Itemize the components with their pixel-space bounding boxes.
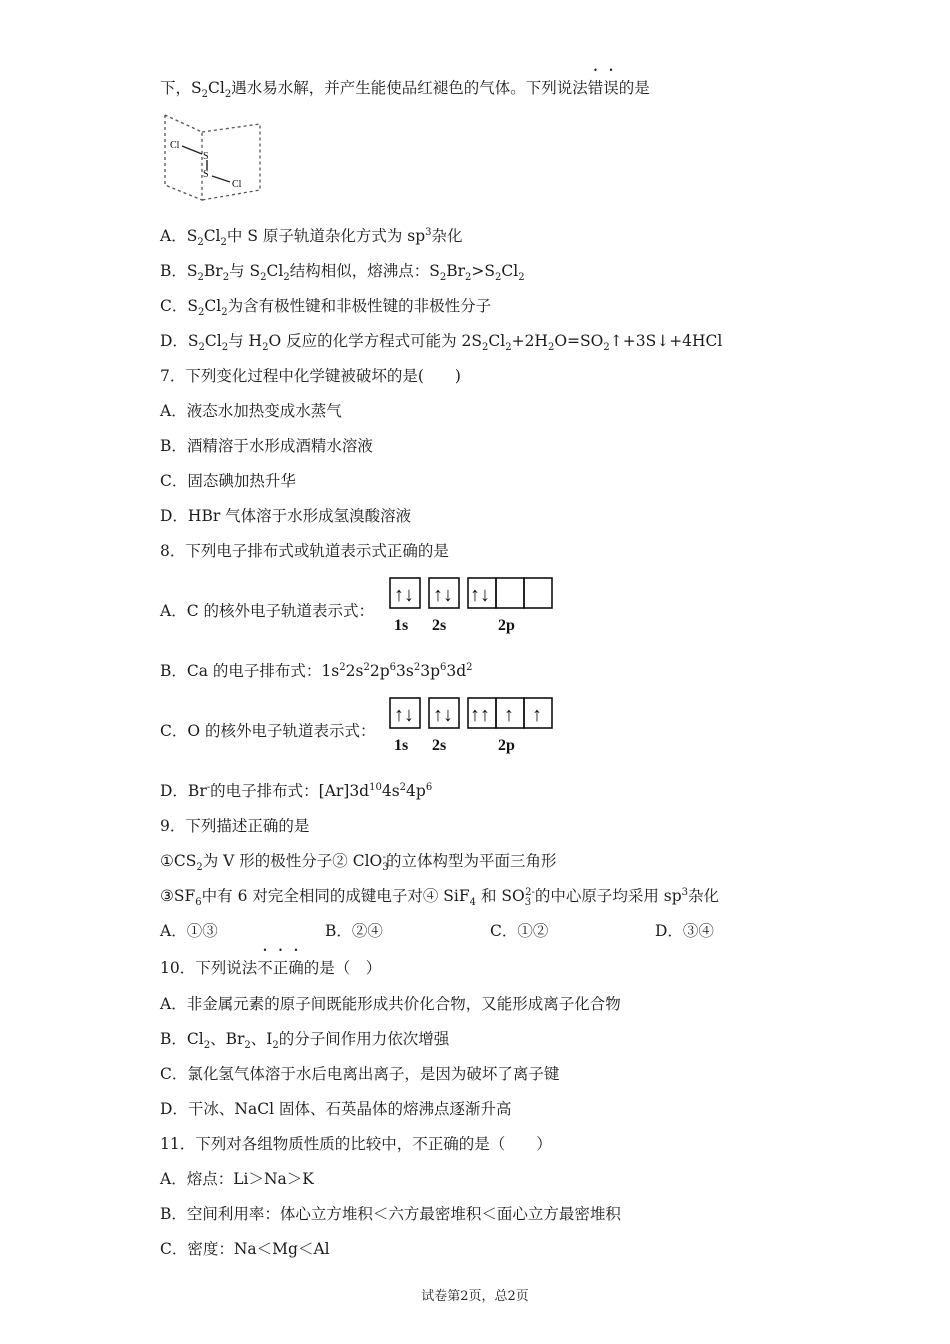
emphasis-dot: 正 [272, 959, 289, 977]
q9-statement-1-2: $①CS_2$为 V 形的极性分子② ClO$_3$-的立体构型为平面三角形 [160, 851, 557, 874]
orbital-label-2s: 2s [432, 617, 447, 634]
svg-text:↑↓: ↑↓ [470, 584, 490, 606]
q8-option-c-label: C．O 的核外电子轨道表示式： [160, 722, 376, 740]
svg-text:↑: ↑ [504, 704, 514, 726]
q9-option-d: D．③④ [655, 922, 714, 940]
cl-atom-label: Cl [232, 179, 242, 190]
q10-option-d: D．干冰、NaCl 固体、石英晶体的熔沸点逐渐升高 [160, 1100, 512, 1118]
carbon-orbital-diagram [386, 576, 556, 638]
q9-option-c: C．①② [490, 922, 549, 940]
svg-text:↑↓: ↑↓ [394, 704, 414, 726]
q8-stem: 8．下列电子排布式或轨道表示式正确的是 [160, 542, 449, 560]
q7-option-a: A．液态水加热变成水蒸气 [160, 402, 342, 420]
q9-statement-3-4: $③SF_6$中有 6 对完全相同的成键电子对④ SiF$_4$ 和 $SO_3^{2-}$的中心原子均采用 $sp^3$杂化 [160, 886, 720, 909]
svg-text:↑↓: ↑↓ [433, 704, 453, 726]
q11-option-a: A．熔点：Li＞Na＞K [160, 1170, 314, 1188]
q6-option-a: A．$S_2Cl_2$中 S 原子轨道杂化方式为 $sp^3$杂化 [160, 226, 463, 249]
q7-option-d: D．HBr 气体溶于水形成氢溴酸溶液 [160, 507, 412, 525]
oxygen-orbital-diagram [386, 696, 556, 758]
s-atom-label: S [203, 169, 209, 180]
s-atom-label: S [203, 151, 209, 162]
emphasis-dot: 不 [257, 959, 273, 977]
q9-option-b: B．②④ [325, 922, 383, 940]
q9-stem: 9．下列描述正确的是 [160, 817, 310, 835]
q8-option-b: B．Ca 的电子排布式：$1s^22s^22p^63s^23p^63d^2$ [160, 661, 473, 680]
q7-stem: 7．下列变化过程中化学键被破坏的是( ) [160, 367, 461, 385]
q10-stem: 10．下列说法不正确的是（ ） [160, 959, 382, 977]
q6-intro: 下，$S_2Cl_2$遇水易水解，并产生能使品红褪色的气体。下列说法错误的是 [160, 79, 650, 101]
orbital-label-2s: 2s [432, 737, 447, 754]
q11-option-b: B．空间利用率：体心立方堆积＜六方最密堆积＜面心立方最密堆积 [160, 1205, 621, 1223]
q7-option-b: B．酒精溶于水形成酒精水溶液 [160, 437, 373, 455]
emphasis-dot: 误 [603, 79, 619, 97]
svg-text:↑: ↑ [532, 704, 542, 726]
emphasis-dot: 错 [587, 79, 604, 97]
q6-option-b: B．$S_2Br_2$与 $S_2Cl_2$结构相似，熔沸点：$S_2Br_2>S_2Cl_2$ [160, 262, 525, 284]
page-footer: 试卷第2页，总2页 [421, 1289, 529, 1304]
q6-option-c: C．$S_2Cl_2$为含有极性键和非极性键的非极性分子 [160, 297, 492, 319]
emphasis-dot: 确 [288, 959, 304, 977]
q9-option-a: A．①③ [160, 922, 218, 940]
q11-option-c: C．密度：Na＜Mg＜Al [160, 1240, 330, 1258]
q6-option-d: D．$S_2Cl_2$与 $H_2O$ 反应的化学方程式可能为 $2S_2Cl_2+2H_2O=SO_2↑+3S↓+4HCl$ [160, 332, 723, 354]
q8-option-d: D．Br-的电子排布式：$[Ar]3d^{10}4s^24p^6$ [160, 781, 433, 800]
q7-option-c: C．固态碘加热升华 [160, 472, 296, 490]
q11-stem: 11．下列对各组物质性质的比较中，不正确的是（ ） [160, 1135, 552, 1153]
orbital-label-1s: 1s [394, 737, 409, 754]
svg-text:↑↑: ↑↑ [470, 704, 490, 726]
q10-option-c: C．氯化氢气体溶于水后电离出离子，是因为破坏了离子键 [160, 1065, 560, 1083]
svg-text:↑↓: ↑↓ [394, 584, 414, 606]
orbital-label-2p: 2p [498, 617, 515, 634]
q10-option-a: A．非金属元素的原子间既能形成共价化合物，又能形成离子化合物 [160, 995, 621, 1013]
svg-text:↑↓: ↑↓ [433, 584, 453, 606]
s2cl2-structure-figure [160, 110, 265, 205]
cl-atom-label: Cl [170, 140, 180, 151]
q8-option-a-label: A．C 的核外电子轨道表示式： [160, 602, 374, 620]
orbital-label-2p: 2p [498, 737, 515, 754]
orbital-label-1s: 1s [394, 617, 409, 634]
q10-option-b: B．$Cl_2$、$Br_2$、$I_2$的分子间作用力依次增强 [160, 1030, 450, 1052]
